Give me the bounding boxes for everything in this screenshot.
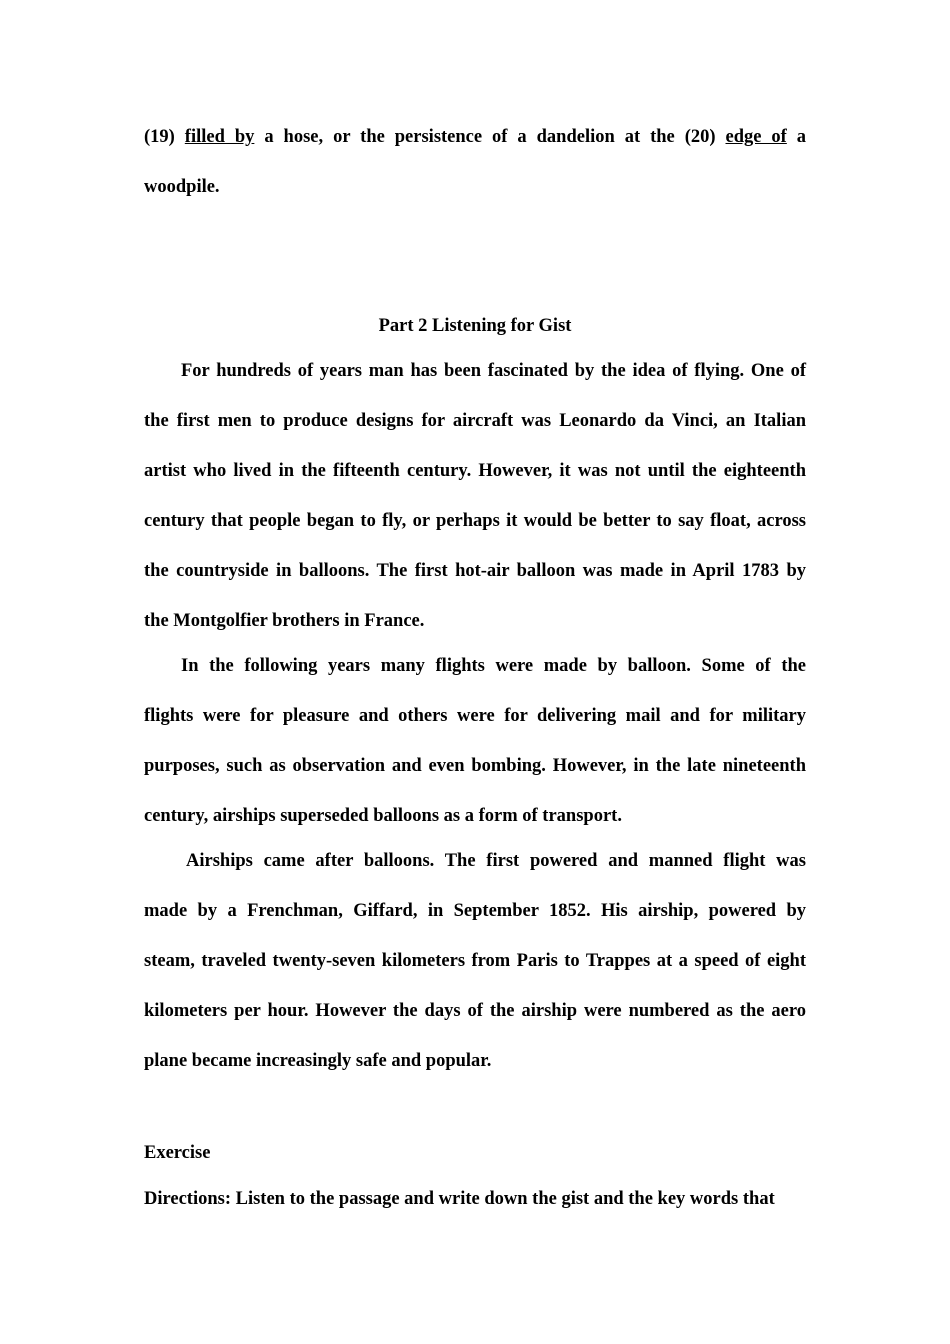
paragraph-line: For hundreds of years man has been fascinated by the idea of flying. One of [181, 361, 806, 381]
paragraph-line: In the following years many flights were made by balloon. Some of the [181, 656, 806, 676]
paragraph-3 [144, 849, 806, 1099]
fragment-paragraph [144, 125, 806, 225]
paragraph-line: the first men to produce designs for aircraft was Leonardo da Vinci, an Italian [144, 411, 806, 431]
section-heading: Part 2 Listening for Gist [378, 316, 572, 336]
exercise-directions: Directions: Listen to the passage and write down the gist and the key words that [144, 1189, 775, 1209]
fragment-line-1: (19) filled by a hose, or the persistence of a dandelion at the (20) edge of a [144, 127, 807, 147]
paragraph-line: artist who lived in the fifteenth century. However, it was not until the eighteenth [144, 461, 806, 481]
paragraph-line: flights were for pleasure and others were for delivering mail and for military [144, 706, 806, 726]
answer-20: edge of [725, 127, 787, 147]
exercise-heading: Exercise [144, 1143, 211, 1163]
paragraph-line: steam, traveled twenty-seven kilometers from Paris to Trappes at a speed of eight [144, 951, 806, 971]
answer-19: filled by [184, 127, 255, 147]
paragraph-line: plane became increasingly safe and popular. [144, 1051, 492, 1071]
paragraph-line: purposes, such as observation and even bombing. However, in the late nineteenth [144, 756, 806, 776]
paragraph-2 [144, 654, 806, 854]
paragraph-line: the countryside in balloons. The first hot-air balloon was made in April 1783 by [144, 561, 806, 581]
fragment-line-2: woodpile. [144, 177, 220, 197]
paragraph-line: the Montgolfier brothers in France. [144, 611, 425, 631]
paragraph-line: century that people began to fly, or perhaps it would be better to say float, across [144, 511, 806, 531]
paragraph-1 [144, 359, 806, 659]
paragraph-line: century, airships superseded balloons as a form of transport. [144, 806, 622, 826]
paragraph-line: made by a Frenchman, Giffard, in September 1852. His airship, powered by [144, 901, 806, 921]
paragraph-line: kilometers per hour. However the days of the airship were numbered as the aero [144, 1001, 806, 1021]
paragraph-line: Airships came after balloons. The first powered and manned flight was [186, 851, 806, 871]
